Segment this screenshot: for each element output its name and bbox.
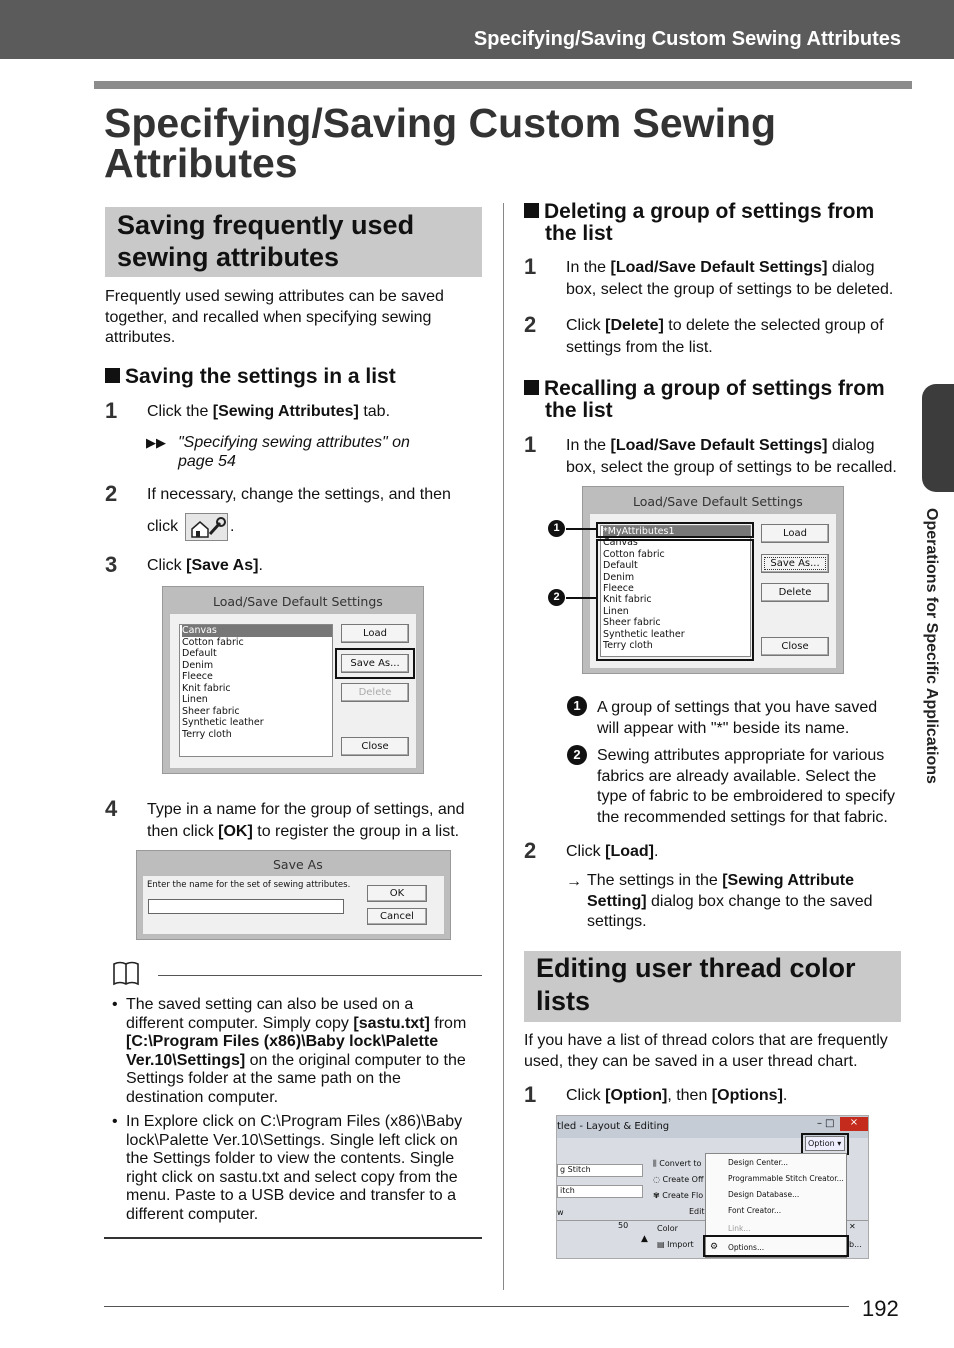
ok-button[interactable]: OK [367, 885, 427, 902]
title-rule [94, 81, 912, 89]
column-divider [503, 203, 504, 1290]
subheading-delete: Deleting a group of settings from the list [524, 201, 874, 245]
stitch-select[interactable]: itch [557, 1185, 643, 1198]
maximize-icon[interactable]: □ [825, 1118, 835, 1129]
step-number: 3 [105, 552, 118, 577]
step-text: Click [Load]. [566, 843, 659, 860]
delete-button[interactable]: Delete [761, 583, 829, 602]
ribbon-label: w [557, 1208, 564, 1217]
list-item[interactable]: Sheer fabric [182, 705, 240, 717]
list-item[interactable]: Terry cloth [182, 728, 232, 740]
scroll-up-icon[interactable]: ▲ [641, 1234, 648, 1244]
step-text: Click the [Sewing Attributes] tab. [147, 403, 391, 420]
list-item[interactable]: Terry cloth [603, 640, 653, 652]
subheading-recall: Recalling a group of settings from the list [524, 378, 885, 422]
menu-item-design-center[interactable]: Design Center... [728, 1158, 788, 1167]
list-item[interactable]: Sheer fabric [603, 617, 661, 629]
step-text: click [147, 518, 179, 535]
sewing-attribute-settings-icon [185, 513, 228, 541]
list-item[interactable]: Knit fabric [182, 682, 231, 694]
step-number: 1 [524, 432, 537, 457]
section-heading-saving: Saving frequently used sewing attributes [105, 207, 482, 277]
callout-marker: 2 [548, 589, 565, 606]
highlight-box [596, 539, 754, 661]
callout-text: A group of settings that you have saved will appear with "*" beside its name. [597, 699, 878, 737]
flow-icon: ✾ [653, 1191, 663, 1200]
step-text: Click [Option], then [Options]. [566, 1087, 788, 1104]
name-input[interactable] [148, 899, 344, 914]
convert-button[interactable]: ⫼ Convert to [653, 1159, 702, 1168]
step-text: Click [Save As]. [147, 557, 263, 574]
step-number: 1 [524, 1082, 537, 1107]
save-as-dialog [136, 850, 451, 940]
color-panel-label: Color [657, 1224, 678, 1233]
load-button[interactable]: Load [761, 524, 829, 543]
list-item[interactable]: Denim [603, 571, 635, 583]
reference-arrow-icon: ▶▶ [146, 435, 166, 450]
load-save-dialog [162, 586, 424, 774]
save-as-button[interactable]: Save As... [341, 654, 409, 673]
dialog-title: Save As [273, 857, 323, 872]
note-item: The saved setting can also be used on a different computer. Simply copy [sastu.txt] from [C:\Program Files (x86)\Baby lock\Palette Ver.10\Settings] on the original computer to the Settings folder at the same path on the destination computer. [126, 996, 467, 1106]
create-offset-button[interactable]: ◌ Create Off [653, 1175, 704, 1184]
option-menu-button[interactable]: Option ▾ [805, 1136, 845, 1151]
save-as-button[interactable]: Save As... [761, 554, 829, 573]
list-item[interactable]: Default [182, 648, 217, 659]
menu-item-font-creator[interactable]: Font Creator... [728, 1206, 782, 1215]
callout-marker: 1 [567, 696, 587, 716]
import-button[interactable]: ▤ Import [657, 1240, 694, 1249]
running-title: Specifying/Saving Custom Sewing Attributes [473, 28, 901, 50]
reference-link[interactable]: "Specifying sewing attributes" on page 54 [178, 434, 410, 470]
intro-text: Frequently used sewing attributes can be saved together, and recalled when specifying sewing attributes. [105, 288, 444, 346]
step-text: If necessary, change the settings, and then [147, 486, 451, 503]
step-number: 2 [524, 838, 537, 863]
load-save-dialog-recall [582, 486, 844, 674]
minimize-icon[interactable]: – [817, 1118, 822, 1129]
callout-text: Sewing attributes appropriate for various fabrics are already available. Select the type of fabric to be embroidered to specify the recommended settings for that fabric. [597, 747, 895, 826]
list-item[interactable]: Default [603, 560, 638, 572]
load-button[interactable]: Load [341, 624, 409, 643]
section-heading-thread: Editing user thread color lists [524, 951, 901, 1022]
list-item[interactable]: *MyAttributes1 [603, 526, 750, 537]
delete-button[interactable]: Delete [341, 683, 409, 702]
list-item[interactable]: Denim [182, 659, 214, 671]
callout-marker: 1 [548, 520, 565, 537]
step-number: 2 [105, 481, 118, 506]
app-title: tled - Layout & Editing [557, 1121, 670, 1132]
list-item[interactable]: Synthetic leather [182, 717, 264, 728]
close-icon[interactable]: × [840, 1117, 868, 1131]
page-title: Specifying/Saving Custom Sewing Attributes [104, 100, 777, 186]
result-text: The settings in the [Sewing Attribute Setting] dialog box change to the saved settings. [587, 872, 873, 930]
ribbon-group-label: Edit [689, 1207, 705, 1216]
close-button[interactable]: Close [341, 737, 409, 756]
list-item[interactable]: Canvas [182, 625, 332, 637]
note-end-rule [104, 1237, 482, 1239]
list-item[interactable]: Fleece [603, 583, 634, 595]
list-item[interactable]: Linen [603, 605, 629, 617]
field-label: Enter the name for the set of sewing attributes. [147, 880, 351, 890]
step-text: Type in a name for the group of settings, and then click [OK] to register the group in a list. [147, 801, 465, 840]
book-note-icon [112, 960, 140, 986]
highlight-box [596, 522, 754, 538]
list-item[interactable]: Synthetic leather [603, 628, 685, 640]
dialog-title: Load/Save Default Settings [213, 594, 383, 609]
step-number: 2 [524, 312, 537, 337]
import-icon: ▤ [657, 1240, 668, 1249]
close-button[interactable]: Close [761, 637, 829, 656]
menu-item-stitch-creator[interactable]: Programmable Stitch Creator... [728, 1174, 844, 1183]
step-text: In the [Load/Save Default Settings] dialog box, select the group of settings to be deleted. [566, 259, 894, 298]
step-text: In the [Load/Save Default Settings] dialog box, select the group of settings to be recalled. [566, 437, 897, 476]
options-gear-icon: ⚙ [710, 1242, 719, 1252]
page-number: 192 [862, 1296, 899, 1321]
list-item[interactable]: Knit fabric [603, 594, 652, 606]
list-item[interactable]: Cotton fabric [182, 636, 244, 648]
list-item[interactable]: Fleece [182, 671, 213, 682]
close-icon[interactable]: ✕ [849, 1222, 856, 1231]
dialog-title: Load/Save Default Settings [633, 494, 803, 509]
stitch-select[interactable]: g Stitch [557, 1164, 643, 1177]
menu-item-design-database[interactable]: Design Database... [728, 1190, 800, 1199]
cancel-button[interactable]: Cancel [367, 908, 427, 925]
list-item[interactable]: Cotton fabric [603, 548, 665, 560]
ruler-value: 50 [618, 1221, 629, 1230]
side-tab-label: Operations for Specific Applications [923, 508, 940, 784]
subheading-save-list: Saving the settings in a list [105, 366, 396, 387]
list-item[interactable]: Linen [182, 694, 208, 705]
footer-rule [104, 1306, 849, 1307]
callout-line [566, 597, 596, 599]
result-arrow-icon: → [566, 873, 582, 890]
settings-list[interactable] [179, 624, 333, 757]
convert-icon: ⫼ [653, 1159, 660, 1168]
create-flow-button[interactable]: ✾ Create Flo [653, 1191, 704, 1200]
list-item[interactable]: Canvas [603, 537, 638, 549]
step-number: 1 [105, 398, 118, 423]
highlight-box [801, 1133, 849, 1155]
step-number: 4 [105, 796, 118, 821]
step-text: Click [Delete] to delete the selected group of settings from the list. [566, 317, 884, 356]
callout-line [566, 528, 596, 530]
highlight-box [335, 648, 415, 679]
step-number: 1 [524, 254, 537, 279]
chapter-tab [922, 384, 954, 492]
offset-icon: ◌ [653, 1175, 663, 1184]
menu-item-link[interactable]: Link... [728, 1224, 751, 1233]
callout-marker: 2 [567, 745, 587, 765]
app-screenshot [556, 1115, 869, 1259]
note-item: In Explore click on C:\Program Files (x86)\Baby lock\Palette Ver.10\Settings. Single left click on the Settings folder to view the contents. Single right click on sastu.txt and select copy from the menu. Paste to a USB device and transfer to a different computer. [126, 1113, 463, 1223]
menu-item-options[interactable]: Options... [728, 1243, 765, 1252]
highlight-box [703, 1235, 849, 1257]
intro-text: If you have a list of thread colors that are frequently used, they can be saved in a user thread chart. [524, 1032, 888, 1070]
note-rule [158, 975, 482, 976]
truncated-label: b... [849, 1240, 862, 1249]
